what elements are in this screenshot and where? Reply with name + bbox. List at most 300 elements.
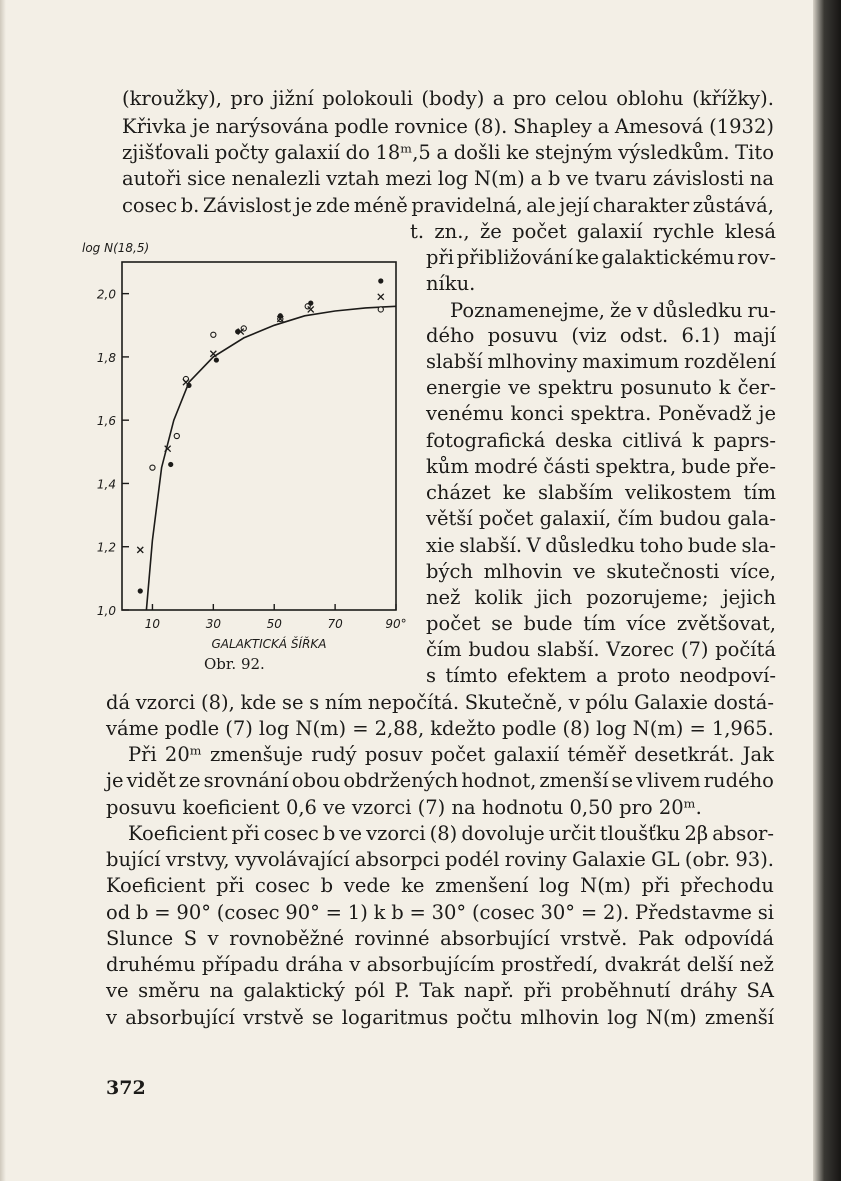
word: podle xyxy=(501,717,557,740)
word: větší xyxy=(426,507,473,530)
word: N(m) xyxy=(473,167,525,190)
word: v xyxy=(349,953,361,976)
word: 93). xyxy=(735,848,774,871)
word: při xyxy=(216,874,245,897)
word: méně xyxy=(353,194,408,217)
word: přechodu xyxy=(680,874,774,897)
word: vrstvě xyxy=(243,1006,304,1029)
word: přibližování xyxy=(456,246,574,269)
word: galaxií, xyxy=(539,507,612,530)
word: (body) xyxy=(421,87,485,110)
word: dvakrát xyxy=(604,953,681,976)
word: podél xyxy=(445,848,500,871)
word: její xyxy=(559,194,590,217)
word: pro xyxy=(512,87,547,110)
word: zmenšuje xyxy=(209,743,303,766)
x-tick-label: 10 xyxy=(144,617,161,631)
word: N(m) xyxy=(580,874,631,897)
word: počet xyxy=(478,507,534,530)
word: prostředí, xyxy=(501,953,599,976)
word: Galaxie xyxy=(571,848,646,871)
word: ale xyxy=(526,194,556,217)
word: P. xyxy=(394,979,410,1002)
word: na xyxy=(209,979,234,1002)
y-tick-label: 1,2 xyxy=(96,540,116,555)
word: velikostem xyxy=(624,481,732,504)
word: Vzorec xyxy=(606,638,675,661)
word: energie xyxy=(426,376,502,399)
word: citlivá xyxy=(622,429,683,452)
word: (7) xyxy=(680,638,709,661)
word: kdežto xyxy=(430,717,496,740)
word: v xyxy=(106,1006,118,1029)
word: Při xyxy=(128,743,157,766)
word: rovinné xyxy=(354,927,430,950)
data-point-cross xyxy=(210,351,216,357)
word: deska xyxy=(555,429,613,452)
word: ke xyxy=(502,481,527,504)
word: bude xyxy=(523,612,573,635)
word: Slunce xyxy=(106,927,174,950)
word: slabší. xyxy=(536,638,600,661)
y-tick-label: 1,0 xyxy=(96,604,116,618)
word: zmenšení xyxy=(435,874,529,897)
word: rov- xyxy=(737,246,776,269)
word: váme xyxy=(106,717,159,740)
word: log xyxy=(607,1006,638,1029)
word: a xyxy=(436,141,449,164)
word: desetkrát. xyxy=(634,743,735,766)
word: 1) xyxy=(347,901,368,924)
word: 18ᵐ,5 xyxy=(375,141,431,164)
word: od xyxy=(106,901,131,924)
word: zvětšovat, xyxy=(676,612,776,635)
word: kolik xyxy=(474,586,523,609)
word: si xyxy=(757,901,774,924)
word: se xyxy=(281,691,304,714)
word: se xyxy=(312,1006,334,1029)
word: autoři xyxy=(122,167,182,190)
word: vztah xyxy=(326,167,380,190)
word: b xyxy=(322,822,336,845)
word: a xyxy=(492,87,505,110)
word: ve xyxy=(573,560,596,583)
word: rozdělení xyxy=(684,350,776,373)
word: Pak xyxy=(637,927,674,950)
word: do xyxy=(345,141,370,164)
word: galaxií xyxy=(493,743,560,766)
word: cosec xyxy=(122,194,178,217)
word: proběhnutí xyxy=(561,979,671,1002)
word: se xyxy=(491,612,513,635)
y-tick-label: 2,0 xyxy=(96,287,116,302)
word: N(m) xyxy=(645,1006,697,1029)
word: počet xyxy=(430,743,486,766)
word: pře- xyxy=(736,455,776,478)
word: log xyxy=(538,874,570,897)
word: srovnání xyxy=(203,769,289,792)
word: 20ᵐ xyxy=(164,743,202,766)
word: celou xyxy=(554,87,608,110)
page-number: 372 xyxy=(106,1077,146,1099)
word: ve xyxy=(508,376,531,399)
word: vrstvě. xyxy=(560,927,628,950)
word: části xyxy=(543,455,590,478)
word: směru xyxy=(138,979,201,1002)
word: (viz xyxy=(571,324,607,347)
word: V xyxy=(526,534,541,557)
word: galaxií xyxy=(577,220,643,243)
word: obou xyxy=(291,769,341,792)
word: b xyxy=(320,874,334,897)
word: zmenší xyxy=(704,1006,774,1029)
x-axis-label: GALAKTICKÁ ŠÍŘKA xyxy=(211,637,327,651)
word: skutečnosti xyxy=(606,560,720,583)
word: než xyxy=(426,586,461,609)
word: ke xyxy=(401,874,425,897)
data-point-dot xyxy=(378,278,383,283)
data-point-dot xyxy=(138,588,143,593)
word: více xyxy=(626,612,667,635)
word: vzorci xyxy=(135,691,196,714)
word: počet xyxy=(426,612,481,635)
x-tick-label: 30 xyxy=(205,617,221,631)
word: dého xyxy=(426,324,475,347)
word: došli xyxy=(453,141,501,164)
word: k xyxy=(373,901,386,924)
word: určit xyxy=(548,822,596,845)
word: je xyxy=(758,402,776,425)
word: odpovídá xyxy=(684,927,774,950)
word: zjišťovali xyxy=(122,141,210,164)
word: ve xyxy=(566,167,589,190)
word: a xyxy=(596,664,608,687)
word: absorbující xyxy=(125,1006,235,1029)
word: galaxií xyxy=(274,141,340,164)
word: bude xyxy=(681,455,731,478)
word: ním xyxy=(324,691,363,714)
word: mezi xyxy=(385,167,432,190)
word: 2β xyxy=(684,822,709,845)
word: (1932) xyxy=(709,115,774,138)
chart-frame xyxy=(122,262,396,610)
word: logaritmus xyxy=(341,1006,449,1029)
word: tím xyxy=(583,612,616,635)
word: Skutečně, xyxy=(464,691,564,714)
word: hodnot, xyxy=(461,769,537,792)
word: že xyxy=(479,220,502,243)
y-tick-label: 1,6 xyxy=(96,414,116,429)
word: ke xyxy=(506,141,530,164)
word: rudého xyxy=(703,769,774,792)
word: Závislost xyxy=(202,194,292,217)
word: podle xyxy=(164,717,220,740)
word: t. xyxy=(410,220,425,243)
word: b. xyxy=(180,194,200,217)
word: charakter xyxy=(592,194,690,217)
word: s xyxy=(309,691,320,714)
word: mlhovin xyxy=(483,560,563,583)
word: log xyxy=(258,717,290,740)
word: 1,965. xyxy=(711,717,774,740)
word: vidět xyxy=(126,769,176,792)
data-point-dot xyxy=(168,462,173,467)
word: jejich xyxy=(722,586,776,609)
word: = xyxy=(325,901,342,924)
word: v xyxy=(636,299,648,322)
word: zmenší xyxy=(539,769,609,792)
word: Koeficient xyxy=(106,874,206,897)
word: delší xyxy=(686,953,734,976)
word: Shapley xyxy=(513,115,592,138)
y-tick-label: 1,4 xyxy=(96,477,116,492)
word: paprs- xyxy=(713,429,776,452)
word: vzorci xyxy=(366,822,426,845)
word: proto xyxy=(617,664,671,687)
word: ve xyxy=(339,822,362,845)
word: N(m) xyxy=(295,717,347,740)
word: a xyxy=(530,167,543,190)
y-tick-label: 1,8 xyxy=(96,350,116,365)
word: N(m) xyxy=(632,717,684,740)
word: vede xyxy=(343,874,391,897)
word: fotografická xyxy=(426,429,546,452)
word: tvaru xyxy=(594,167,647,190)
word: ze xyxy=(178,769,201,792)
word: (8), xyxy=(200,691,235,714)
word: je xyxy=(294,194,313,217)
word: ke xyxy=(575,246,599,269)
word: kům xyxy=(426,455,469,478)
word: sla- xyxy=(741,534,776,557)
data-point-dot xyxy=(214,357,219,362)
word: kde xyxy=(240,691,277,714)
word: 30° xyxy=(540,901,576,924)
word: zn., xyxy=(434,220,470,243)
word: 6.1) xyxy=(681,324,721,347)
word: xie xyxy=(426,534,455,557)
x-tick-label: 90° xyxy=(385,617,407,631)
word: posuv xyxy=(364,743,423,766)
word: při xyxy=(426,246,455,269)
text-line: posuvu koeficient 0,6 ve vzorci (7) na hodnotu 0,50 pro 20ᵐ. xyxy=(106,796,702,819)
word: jižní xyxy=(272,87,314,110)
word: v xyxy=(568,691,580,714)
word: neodpoví- xyxy=(679,664,776,687)
word: bude xyxy=(687,534,737,557)
word: (8) xyxy=(562,717,591,740)
word: posunuto xyxy=(620,376,712,399)
word: narýsována xyxy=(215,115,329,138)
word: počty xyxy=(214,141,269,164)
word: (cosec xyxy=(471,901,535,924)
word: ve xyxy=(106,979,129,1002)
word: = xyxy=(409,901,426,924)
word: je xyxy=(106,769,124,792)
word: = xyxy=(580,901,598,924)
word: konci xyxy=(510,402,564,425)
word: = xyxy=(352,717,369,740)
word: 2). xyxy=(602,901,630,924)
word: podle xyxy=(334,115,389,138)
word: GL xyxy=(651,848,680,871)
fitted-curve xyxy=(146,306,396,610)
word: čím xyxy=(426,638,462,661)
word: Tito xyxy=(735,141,774,164)
word: se xyxy=(611,769,634,792)
word: venému xyxy=(426,402,504,425)
word: toho xyxy=(639,534,684,557)
word: čím xyxy=(617,507,654,530)
word: mají xyxy=(733,324,776,347)
text-line: níku. xyxy=(426,272,476,295)
word: maximum xyxy=(582,350,680,373)
word: Jak xyxy=(742,743,774,766)
word: 30° xyxy=(431,901,467,924)
word: obdržených xyxy=(343,769,459,792)
figure-caption: Obr. 92. xyxy=(204,655,265,673)
word: posuvu xyxy=(487,324,559,347)
word: 90° xyxy=(285,901,320,924)
word: s xyxy=(426,664,437,687)
data-point-circle xyxy=(378,307,383,312)
word: že xyxy=(609,299,632,322)
data-point-cross xyxy=(137,547,143,553)
word: pravidelná, xyxy=(411,194,523,217)
word: absorbujícím xyxy=(366,953,495,976)
word: počítá xyxy=(715,638,776,661)
word: = xyxy=(689,717,706,740)
word: výsledkům. xyxy=(618,141,730,164)
word: (kroužky), xyxy=(122,87,222,110)
word: (8) xyxy=(429,822,458,845)
word: spektra, xyxy=(595,455,677,478)
word: absor- xyxy=(712,822,774,845)
word: v xyxy=(207,927,219,950)
word: cházet xyxy=(426,481,491,504)
word: ru- xyxy=(747,299,776,322)
word: slabším xyxy=(537,481,614,504)
word: a xyxy=(597,115,610,138)
word: důsledku xyxy=(652,299,743,322)
y-axis-label: log N(18,5) xyxy=(82,241,150,255)
word: např. xyxy=(463,979,514,1002)
word: log xyxy=(437,167,469,190)
word: (křížky). xyxy=(692,87,774,110)
word: gala- xyxy=(727,507,776,530)
data-point-dot xyxy=(308,301,313,306)
word: pro xyxy=(230,87,264,110)
word: mlhovin xyxy=(520,1006,600,1029)
word: vyvolávající xyxy=(234,848,350,871)
word: (8). xyxy=(473,115,508,138)
word: = xyxy=(154,901,171,924)
word: pól xyxy=(354,979,385,1002)
word: tloušťku xyxy=(599,822,681,845)
word: klesá xyxy=(724,220,776,243)
word: mlhoviny xyxy=(487,350,578,373)
word: (obr. xyxy=(684,848,731,871)
word: 90° xyxy=(176,901,211,924)
word: odst. xyxy=(619,324,669,347)
word: Křivka xyxy=(122,115,187,138)
word: je xyxy=(192,115,210,138)
word: počet xyxy=(512,220,567,243)
word: rovnice xyxy=(394,115,468,138)
word: tímto xyxy=(445,664,498,687)
word: efektem xyxy=(506,664,587,687)
word: b xyxy=(391,901,404,924)
data-point-cross xyxy=(378,294,384,300)
word: 2,88, xyxy=(374,717,425,740)
word: případu xyxy=(201,953,280,976)
word: rychle xyxy=(652,220,715,243)
word: dovoluje xyxy=(461,822,545,845)
word: Koeficient xyxy=(128,822,228,845)
word: pozorujeme; xyxy=(586,586,709,609)
word: jich xyxy=(536,586,573,609)
word: Amesová xyxy=(614,115,704,138)
data-point-circle xyxy=(150,465,155,470)
word: budou xyxy=(659,507,722,530)
word: k xyxy=(691,429,704,452)
word: zde xyxy=(315,194,351,217)
data-point-cross xyxy=(308,306,314,312)
word: galaktickému xyxy=(601,246,735,269)
word: budou xyxy=(468,638,531,661)
word: než xyxy=(739,953,774,976)
x-tick-label: 50 xyxy=(266,617,282,631)
word: rudý xyxy=(311,743,357,766)
word: (7) xyxy=(225,717,253,740)
word: nepočítá. xyxy=(367,691,460,714)
word: slabší xyxy=(426,350,483,373)
word: Poněvadž xyxy=(658,402,752,425)
word: k xyxy=(718,376,731,399)
word: b xyxy=(136,901,149,924)
word: druhému xyxy=(106,953,196,976)
word: počtu xyxy=(456,1006,513,1029)
word: Poznamenejme, xyxy=(450,299,605,322)
word: absorpci xyxy=(354,848,440,871)
word: oblohu xyxy=(616,87,684,110)
word: cosec xyxy=(254,874,310,897)
data-point-circle xyxy=(211,332,216,337)
word: dráhy xyxy=(679,979,737,1002)
word: modré xyxy=(474,455,538,478)
word: zůstává, xyxy=(692,194,774,217)
word: závislosti xyxy=(652,167,744,190)
word: rovnoběžné xyxy=(229,927,345,950)
word: absorbující xyxy=(440,927,550,950)
word: při xyxy=(523,979,552,1002)
word: SA xyxy=(746,979,774,1002)
word: bých xyxy=(426,560,473,583)
x-tick-label: 70 xyxy=(327,617,343,631)
word: vlivem xyxy=(636,769,701,792)
word: S xyxy=(183,927,198,950)
word: cosec xyxy=(263,822,319,845)
word: roviny xyxy=(504,848,567,871)
word: Představme xyxy=(634,901,752,924)
word: sice xyxy=(187,167,226,190)
word: dá xyxy=(106,691,131,714)
word: galaktický xyxy=(243,979,345,1002)
word: při xyxy=(231,822,260,845)
word: stejným xyxy=(535,141,613,164)
word: (cosec xyxy=(216,901,280,924)
data-point-circle xyxy=(174,433,179,438)
